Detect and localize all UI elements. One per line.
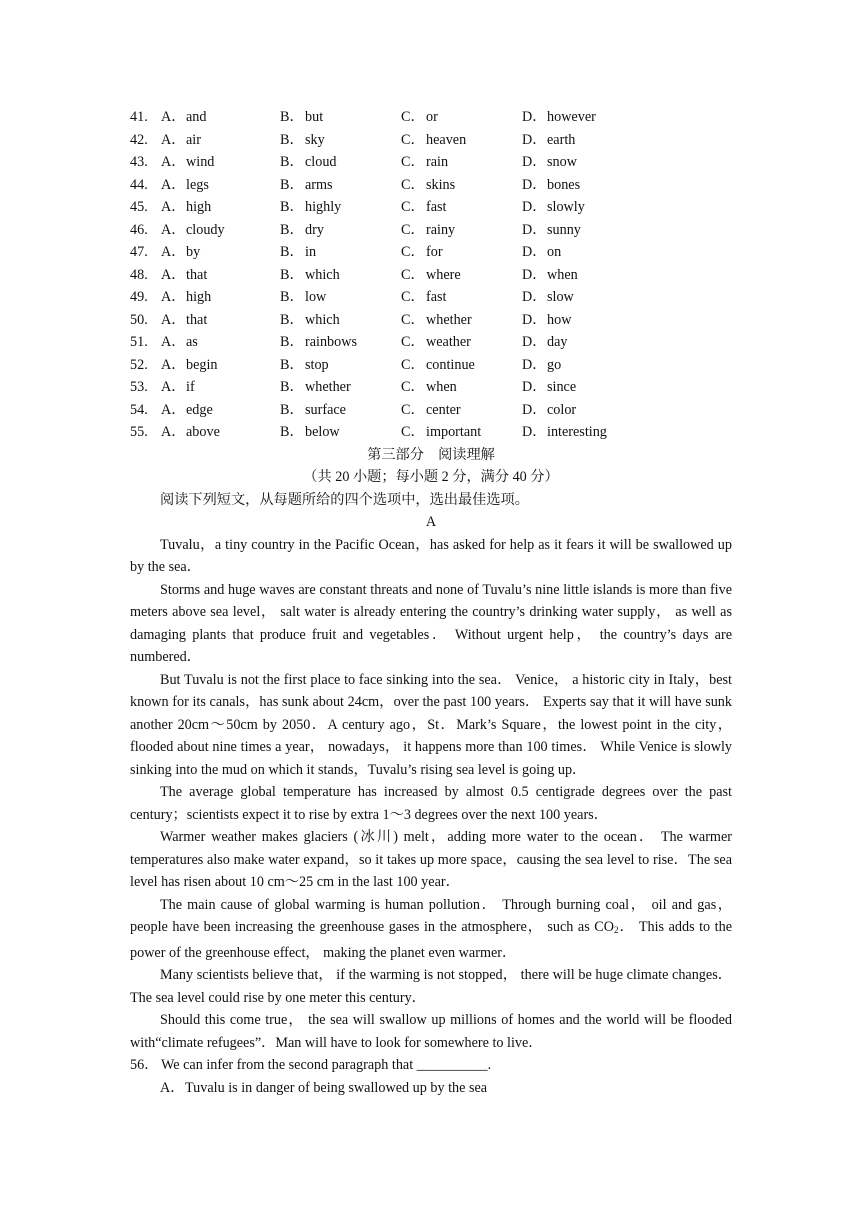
cloze-question-row	[130, 286, 732, 309]
option-letter: D．	[522, 356, 547, 373]
option-letter: C．	[401, 334, 425, 350]
option-d[interactable]	[522, 331, 622, 354]
option-letter: A．	[161, 154, 186, 170]
option-d[interactable]	[522, 286, 622, 309]
option-letter: C．	[401, 266, 425, 283]
option-letter: A．	[161, 221, 186, 238]
option-text: high	[186, 199, 212, 215]
question-number: 53.	[130, 379, 148, 395]
option-text: if	[186, 379, 195, 395]
section-scoring: （共 20 小题；每小题 2 分，满分 40 分）	[303, 469, 559, 485]
option-b[interactable]	[280, 241, 401, 264]
option-a[interactable]	[130, 106, 280, 129]
option-letter: A．	[161, 379, 186, 395]
option-letter: D．	[522, 289, 547, 305]
option-letter: D．	[522, 266, 547, 283]
option-letter: A．	[161, 356, 186, 373]
option-text: since	[547, 379, 577, 395]
option-text: interesting	[547, 424, 607, 440]
option-letter: B．	[280, 176, 304, 193]
question-number: 42.	[130, 131, 148, 148]
option-text: that	[186, 311, 208, 328]
option-a[interactable]	[130, 196, 280, 219]
cloze-question-row	[130, 106, 732, 129]
option-text: day	[547, 334, 568, 350]
passage-paragraph: The average global temperature has increased by almost 0.5 centigrade degrees over the past century；scientists expect it to rise by extra 1～3 degrees over the next 100 years．	[130, 784, 732, 823]
option-text: whether	[305, 379, 351, 395]
question-number: 41.	[130, 109, 148, 125]
passage-paragraph: But Tuvalu is not the first place to face sinking into the sea． Venice， a historic city in Italy，best known for its canals，has sunk about 24cm，over the past 100 years． Experts say that it will have sunk another 20cm～50cm by 2050．A century ago，St．Mark’s Square，the lowest point in the city， flooded about nine times a year， nowadays， it happens more than 100 times． While Venice is slowly sinking into the mud on which it stands，Tuvalu’s rising sea level is going up．	[130, 671, 732, 778]
option-c[interactable]	[401, 331, 522, 354]
question-number: 56．	[130, 1057, 159, 1073]
option-a[interactable]	[130, 151, 280, 174]
option-letter: A．	[160, 1079, 185, 1096]
option-text: legs	[186, 176, 209, 193]
cloze-question-row	[130, 151, 732, 174]
option-letter: D．	[522, 176, 547, 193]
option-text: snow	[547, 154, 577, 170]
option-c[interactable]	[401, 399, 522, 422]
passage-paragraph: Should this come true， the sea will swallow up millions of homes and the world will be flooded with“climate refugees”．Man will have to look for somewhere to live．	[130, 1012, 732, 1051]
option-letter: C．	[401, 356, 425, 373]
option-text: fast	[426, 289, 447, 305]
option-letter: C．	[401, 176, 425, 193]
option-text: when	[547, 266, 578, 283]
option-letter: A．	[161, 244, 186, 260]
option-letter: A．	[161, 109, 186, 125]
option-b[interactable]	[280, 399, 401, 422]
option-letter: B．	[280, 199, 304, 215]
passage-paragraph: Many scientists believe that， if the warming is not stopped， there will be huge climate changes． The sea level could rise by one meter this century．	[130, 967, 732, 1006]
question-number: 55.	[130, 424, 148, 440]
option-letter: B．	[280, 109, 304, 125]
option-b[interactable]	[280, 106, 401, 129]
passage-paragraph: Warmer weather makes glaciers (冰川) melt，adding more water to the ocean． The warmer temperatures also make water expand，so it takes up more space，causing the sea level to rise．The sea level has risen about 10 cm～25 cm in the last 100 year．	[130, 829, 732, 890]
cloze-question-row	[130, 129, 732, 152]
option-c[interactable]	[401, 106, 522, 129]
option-text: rainbows	[305, 334, 358, 350]
option-c[interactable]	[401, 264, 522, 287]
question-number: 50.	[130, 311, 148, 328]
option-letter: B．	[280, 424, 304, 440]
option-letter: C．	[401, 401, 425, 418]
passage-paragraph: Tuvalu，a tiny country in the Pacific Ocean，has asked for help as it fears it will be swallowed up by the sea．	[130, 536, 732, 575]
option-text: below	[305, 424, 340, 440]
option-text: in	[305, 244, 317, 260]
option-letter: C．	[401, 424, 425, 440]
option-letter: C．	[401, 131, 425, 148]
option-text: which	[305, 311, 340, 328]
option-b[interactable]	[280, 196, 401, 219]
option-letter: A．	[161, 176, 186, 193]
option-letter: C．	[401, 199, 425, 215]
option-d[interactable]	[522, 421, 622, 444]
option-letter: C．	[401, 154, 425, 170]
option-c[interactable]	[401, 129, 522, 152]
option-letter: B．	[280, 154, 304, 170]
option-letter: C．	[401, 379, 425, 395]
option-letter: A．	[161, 334, 186, 350]
cloze-question-row	[130, 331, 732, 354]
option-letter: D．	[522, 154, 547, 170]
question-number: 51.	[130, 334, 148, 350]
option-letter: D．	[522, 199, 547, 215]
option-text: air	[186, 131, 201, 148]
option-text: but	[305, 109, 324, 125]
option-letter: A．	[161, 401, 186, 418]
option-c[interactable]	[401, 241, 522, 264]
option-b[interactable]	[280, 376, 401, 399]
option-letter: B．	[280, 356, 304, 373]
option-text: center	[426, 401, 461, 418]
option-text: dry	[305, 221, 324, 238]
option-letter: A．	[161, 199, 186, 215]
option-text: which	[305, 266, 340, 283]
option-letter: A．	[161, 131, 186, 148]
option-a[interactable]	[130, 421, 280, 444]
section-instruction: 阅读下列短文，从每题所给的四个选项中，选出最佳选项。	[160, 491, 529, 508]
option-b[interactable]	[280, 151, 401, 174]
option-letter: B．	[280, 311, 304, 328]
option-text: bones	[547, 176, 581, 193]
option-b[interactable]	[280, 219, 401, 242]
option-letter: B．	[280, 334, 304, 350]
question-number: 54.	[130, 401, 148, 418]
option-c[interactable]	[401, 421, 522, 444]
paragraph-text: The main cause of global warming is human pollution． Through burning coal， oil and gas，people have been increasing the greenhouse gases in the atmosphere， such as CO	[130, 896, 732, 935]
option-c[interactable]	[401, 286, 522, 309]
option-text: go	[547, 356, 562, 373]
subscript-text: 2	[613, 925, 619, 935]
option-b[interactable]	[280, 174, 401, 197]
option-text: fast	[426, 199, 447, 215]
question-number: 46.	[130, 221, 148, 238]
option-text: wind	[186, 154, 215, 170]
option-text: high	[186, 289, 212, 305]
cloze-question-row	[130, 421, 732, 444]
cloze-question-row	[130, 399, 732, 422]
option-text: begin	[186, 356, 218, 373]
option-text: slow	[547, 289, 574, 305]
option-text: on	[547, 244, 562, 260]
option-text: above	[186, 424, 220, 440]
option-text: sky	[305, 131, 325, 148]
option-letter: B．	[280, 379, 304, 395]
option-c[interactable]	[401, 174, 522, 197]
option-text: Tuvalu is in danger of being swallowed up by the sea	[185, 1079, 488, 1096]
option-a[interactable]	[130, 219, 280, 242]
option-d[interactable]	[522, 241, 622, 264]
option-letter: B．	[280, 221, 304, 238]
option-letter: B．	[280, 401, 304, 418]
option-letter: D．	[522, 379, 547, 395]
option-text: how	[547, 311, 572, 328]
option-letter: B．	[280, 266, 304, 283]
option-letter: A．	[161, 289, 186, 305]
option-a[interactable]	[130, 309, 280, 332]
option-letter: B．	[280, 244, 304, 260]
option-d[interactable]	[522, 129, 622, 152]
option-letter: B．	[280, 131, 304, 148]
option-letter: D．	[522, 221, 547, 238]
option-letter: A．	[161, 311, 186, 328]
option-text: however	[547, 109, 596, 125]
option-d[interactable]	[522, 106, 622, 129]
passage-label: A	[425, 514, 437, 530]
option-text: surface	[305, 401, 346, 418]
option-text: slowly	[547, 199, 585, 215]
question-number: 48.	[130, 266, 148, 283]
option-text: color	[547, 401, 577, 418]
option-d[interactable]	[522, 196, 622, 219]
option-d[interactable]	[522, 399, 622, 422]
option-text: whether	[426, 311, 472, 328]
question-number: 52.	[130, 356, 148, 373]
question-number: 45.	[130, 199, 148, 215]
option-letter: D．	[522, 109, 547, 125]
option-a[interactable]	[130, 174, 280, 197]
option-text: earth	[547, 131, 576, 148]
section-title: 第三部分 阅读理解	[367, 446, 495, 463]
option-letter: C．	[401, 244, 425, 260]
option-d[interactable]	[522, 376, 622, 399]
passage-paragraph: Storms and huge waves are constant threats and none of Tuvalu’s nine little islands is more than five meters above sea level， salt water is already entering the country’s drinking water supply， as well as damaging plants that produce fruit and vegetables． Without urgent help， the country’s days are numbered．	[130, 581, 732, 665]
option-letter: D．	[522, 131, 547, 148]
option-text: arms	[305, 176, 333, 193]
option-text: sunny	[547, 221, 581, 238]
option-text: that	[186, 266, 208, 283]
option-a[interactable]	[130, 286, 280, 309]
option-d[interactable]	[522, 309, 622, 332]
option-c[interactable]	[401, 219, 522, 242]
exam-page	[130, 106, 732, 1099]
option-text: cloud	[305, 154, 337, 170]
option-letter: D．	[522, 424, 547, 440]
option-letter: B．	[280, 289, 304, 305]
option-c[interactable]	[401, 376, 522, 399]
cloze-question-row	[130, 219, 732, 242]
option-letter: A．	[161, 424, 186, 440]
cloze-question-row	[130, 376, 732, 399]
option-letter: C．	[401, 289, 425, 305]
option-letter: C．	[401, 109, 425, 125]
option-text: edge	[186, 401, 213, 418]
option-text: highly	[305, 199, 342, 215]
option-b[interactable]	[280, 354, 401, 377]
option-a[interactable]	[130, 354, 280, 377]
option-c[interactable]	[401, 354, 522, 377]
option-letter: D．	[522, 244, 547, 260]
option-c[interactable]	[401, 196, 522, 219]
option-text: low	[305, 289, 327, 305]
option-text: for	[426, 244, 443, 260]
cloze-question-row	[130, 196, 732, 219]
option-c[interactable]	[401, 309, 522, 332]
option-a[interactable]	[130, 129, 280, 152]
question-56	[130, 1054, 732, 1077]
cloze-question-row	[130, 264, 732, 287]
cloze-question-row	[130, 241, 732, 264]
paragraph-text: ． This adds to the power of the greenhouse effect， making the planet even warmer．	[130, 919, 732, 961]
passage-paragraph	[130, 894, 732, 965]
option-text: rainy	[426, 221, 456, 238]
option-letter: D．	[522, 311, 547, 328]
option-b[interactable]	[280, 286, 401, 309]
cloze-question-row	[130, 174, 732, 197]
question-stem: We can infer from the second paragraph that __________.	[161, 1057, 492, 1073]
option-text: cloudy	[186, 221, 225, 238]
option-a[interactable]	[130, 399, 280, 422]
option-a[interactable]	[130, 241, 280, 264]
option-text: or	[426, 109, 438, 125]
option-b[interactable]	[280, 129, 401, 152]
cloze-question-row	[130, 354, 732, 377]
option-text: skins	[426, 176, 456, 193]
option-text: rain	[426, 154, 449, 170]
option-c[interactable]	[401, 151, 522, 174]
question-number: 49.	[130, 289, 148, 305]
option-d[interactable]	[522, 354, 622, 377]
option-d[interactable]	[522, 264, 622, 287]
option-text: weather	[426, 334, 471, 350]
option-letter: C．	[401, 311, 425, 328]
cloze-options-list	[130, 106, 732, 444]
option-text: where	[426, 266, 461, 283]
option-d[interactable]	[522, 174, 622, 197]
option-letter: C．	[401, 221, 425, 238]
option-b[interactable]	[280, 264, 401, 287]
option-a[interactable]	[130, 376, 280, 399]
question-number: 44.	[130, 176, 148, 193]
option-d[interactable]	[522, 151, 622, 174]
option-text: as	[186, 334, 198, 350]
option-letter: A．	[161, 266, 186, 283]
option-text: continue	[426, 356, 475, 373]
option-b[interactable]	[280, 331, 401, 354]
option-letter: D．	[522, 334, 547, 350]
option-text: when	[426, 379, 457, 395]
option-text: and	[186, 109, 207, 125]
option-text: by	[186, 244, 201, 260]
question-number: 43.	[130, 154, 148, 170]
cloze-question-row	[130, 309, 732, 332]
option-a[interactable]	[130, 264, 280, 287]
option-letter: D．	[522, 401, 547, 418]
option-b[interactable]	[280, 421, 401, 444]
option-text: stop	[305, 356, 329, 373]
option-d[interactable]	[522, 219, 622, 242]
option-text: important	[426, 424, 482, 440]
question-56-option-a[interactable]	[130, 1077, 732, 1100]
question-number: 47.	[130, 244, 148, 260]
option-text: heaven	[426, 131, 467, 148]
option-b[interactable]	[280, 309, 401, 332]
option-a[interactable]	[130, 331, 280, 354]
